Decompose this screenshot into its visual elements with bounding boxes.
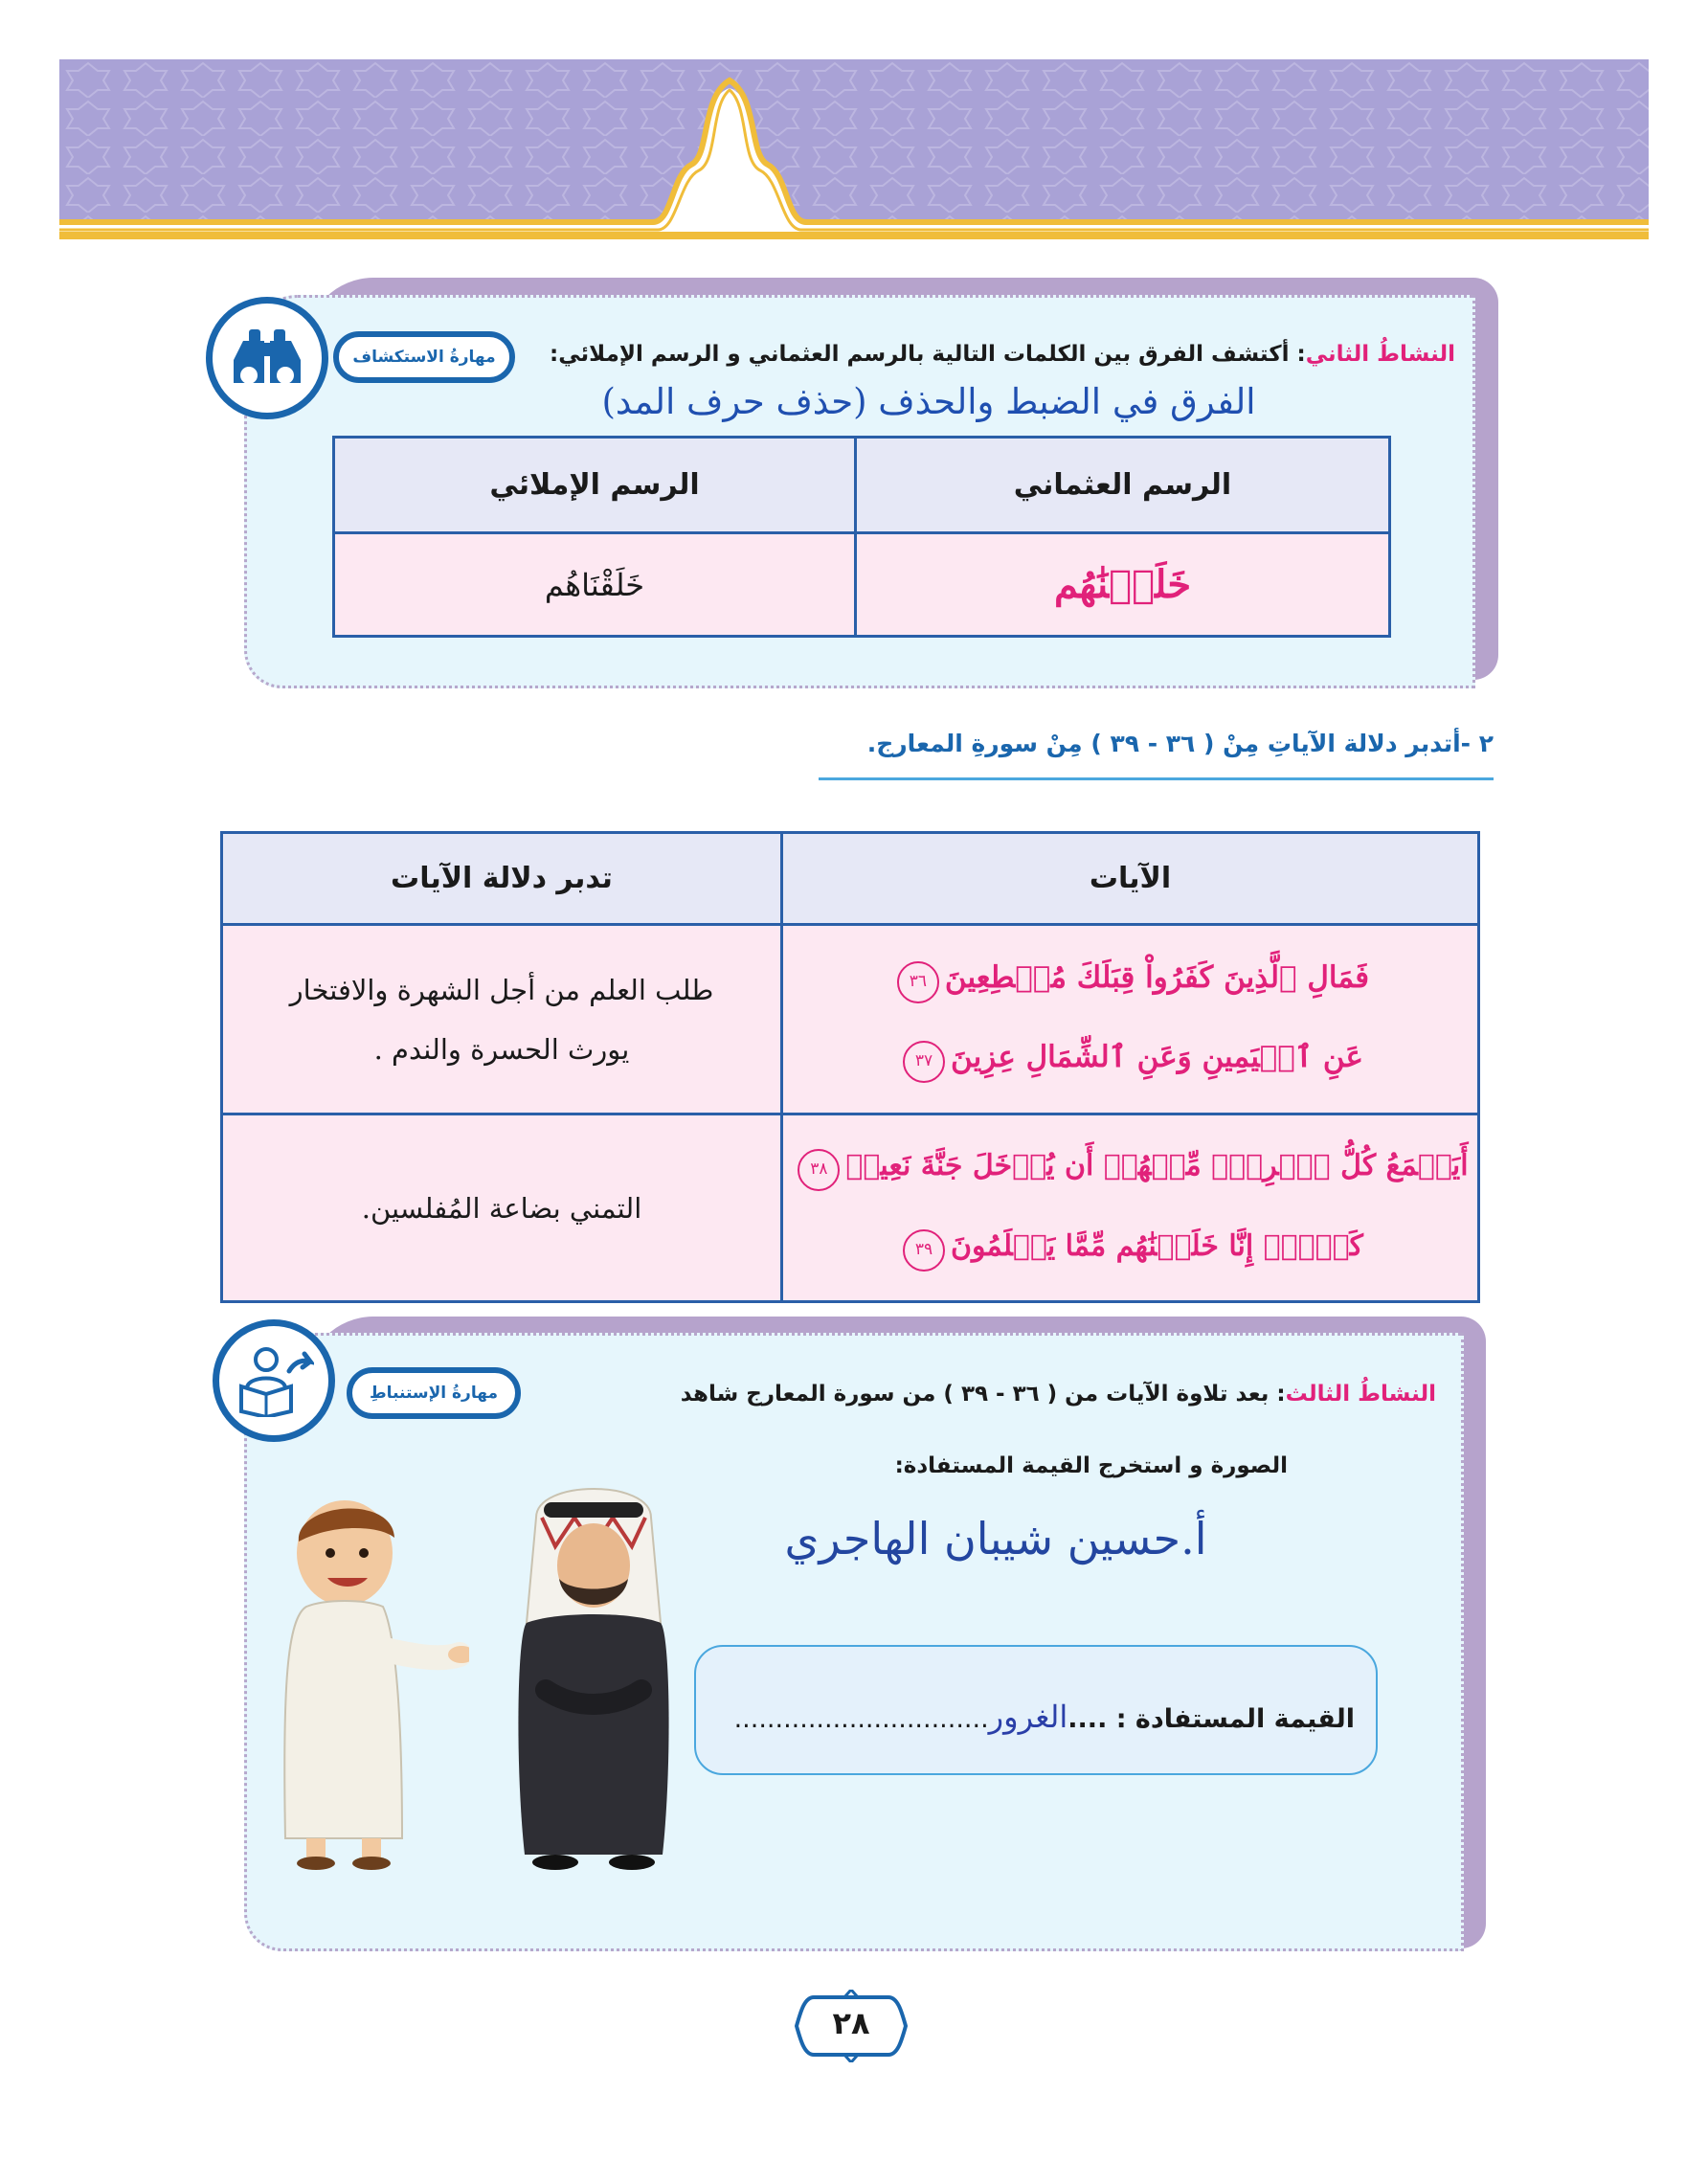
rasm-cell-uthmani: خَلَقۡنَٰهُم [856, 533, 1390, 637]
table-row [222, 1114, 1479, 1302]
tadabbur-cell: التمني بضاعة المُفلسين. [222, 1114, 782, 1302]
ayah-number-marker: ٣٩ [903, 1229, 945, 1272]
activity2-title: النشاطُ الثاني [1305, 342, 1455, 367]
rasm-header-uthmani: الرسم العثماني [856, 438, 1390, 533]
activity2-header [525, 342, 1455, 367]
activity2-skill-circle [206, 297, 328, 419]
value-line [713, 1699, 1355, 1735]
activity3-skill-badge: مهارةُ الإستنباطِ [347, 1367, 521, 1419]
ayah-number-marker: ٣٨ [798, 1149, 840, 1191]
ayat-header-ayat: الآيات [782, 833, 1479, 925]
activity3-handwritten-name: أ.حسين شيبان الهاجري [784, 1513, 1207, 1564]
table-row [222, 925, 1479, 1114]
ayah-number-marker: ٣٧ [903, 1041, 945, 1083]
rasm-cell-imlai: خَلَقْنَاهُم [334, 533, 856, 637]
binoculars-icon [230, 327, 304, 389]
boy-illustration [278, 1494, 469, 1877]
value-label: القيمة المستفادة : .... [1068, 1704, 1355, 1734]
activity2-instruction: : أكتشف الفرق بين الكلمات التالية بالرسم العثماني و الرسم الإملائي: [550, 342, 1306, 367]
tadabbur-cell: طلب العلم من أجل الشهرة والافتخار يورث الحسرة والندم . [222, 925, 782, 1114]
activity3-header-line2: الصورة و استخرج القيمة المستفادة: [894, 1453, 1288, 1478]
ayat-cell: فَمَالِ ٱلَّذِينَ كَفَرُواْ قِبَلَكَ مُهۡطِعِينَ٣٦ عَنِ ٱلۡيَمِينِ وَعَنِ ٱلشِّمَالِ عِزِينَ٣٧ [782, 925, 1479, 1114]
header-banner [59, 59, 1649, 241]
section2-heading: ٢ -أتدبر دلالة الآياتِ مِنْ ( ٣٦ - ٣٩ ) مِنْ سورةِ المعارج. [866, 730, 1494, 757]
ayah-number-marker: ٣٦ [897, 961, 939, 1003]
man-illustration [498, 1479, 689, 1881]
activity3-instruction: : بعد تلاوة الآيات من ( ٣٦ - ٣٩ ) من سورة المعارج شاهد [680, 1382, 1286, 1407]
value-answer: الغرور [988, 1699, 1068, 1735]
rasm-header-imlai: الرسم الإملائي [334, 438, 856, 533]
ayat-table [220, 831, 1480, 1303]
activity3-title: النشاطُ الثالث [1285, 1382, 1436, 1407]
section2-underline [819, 777, 1494, 780]
activity3-skill-circle [213, 1319, 335, 1442]
ayat-header-tadabbur: تدبر دلالة الآيات [222, 833, 782, 925]
rasm-table [332, 436, 1391, 638]
activity2-handwritten-note: الفرق في الضبط والحذف (حذف حرف المد) [601, 381, 1256, 422]
value-dots: ............................... [733, 1704, 989, 1734]
activity3-header-line1 [536, 1382, 1436, 1407]
page-number: ٢٨ [832, 2005, 870, 2041]
ayat-cell: أَيَطۡمَعُ كُلُّ ٱمۡرِيٕٖ مِّنۡهُمۡ أَن يُدۡخَلَ جَنَّةَ نَعِيمٖ٣٨ كَلَّآۖ إِنَّا خَلَقۡنَٰهُم مِّمَّا يَعۡلَمُونَ٣٩ [782, 1114, 1479, 1302]
reader-icon [234, 1344, 314, 1417]
activity2-skill-badge: مهارةُ الاستكشاف [333, 331, 515, 383]
